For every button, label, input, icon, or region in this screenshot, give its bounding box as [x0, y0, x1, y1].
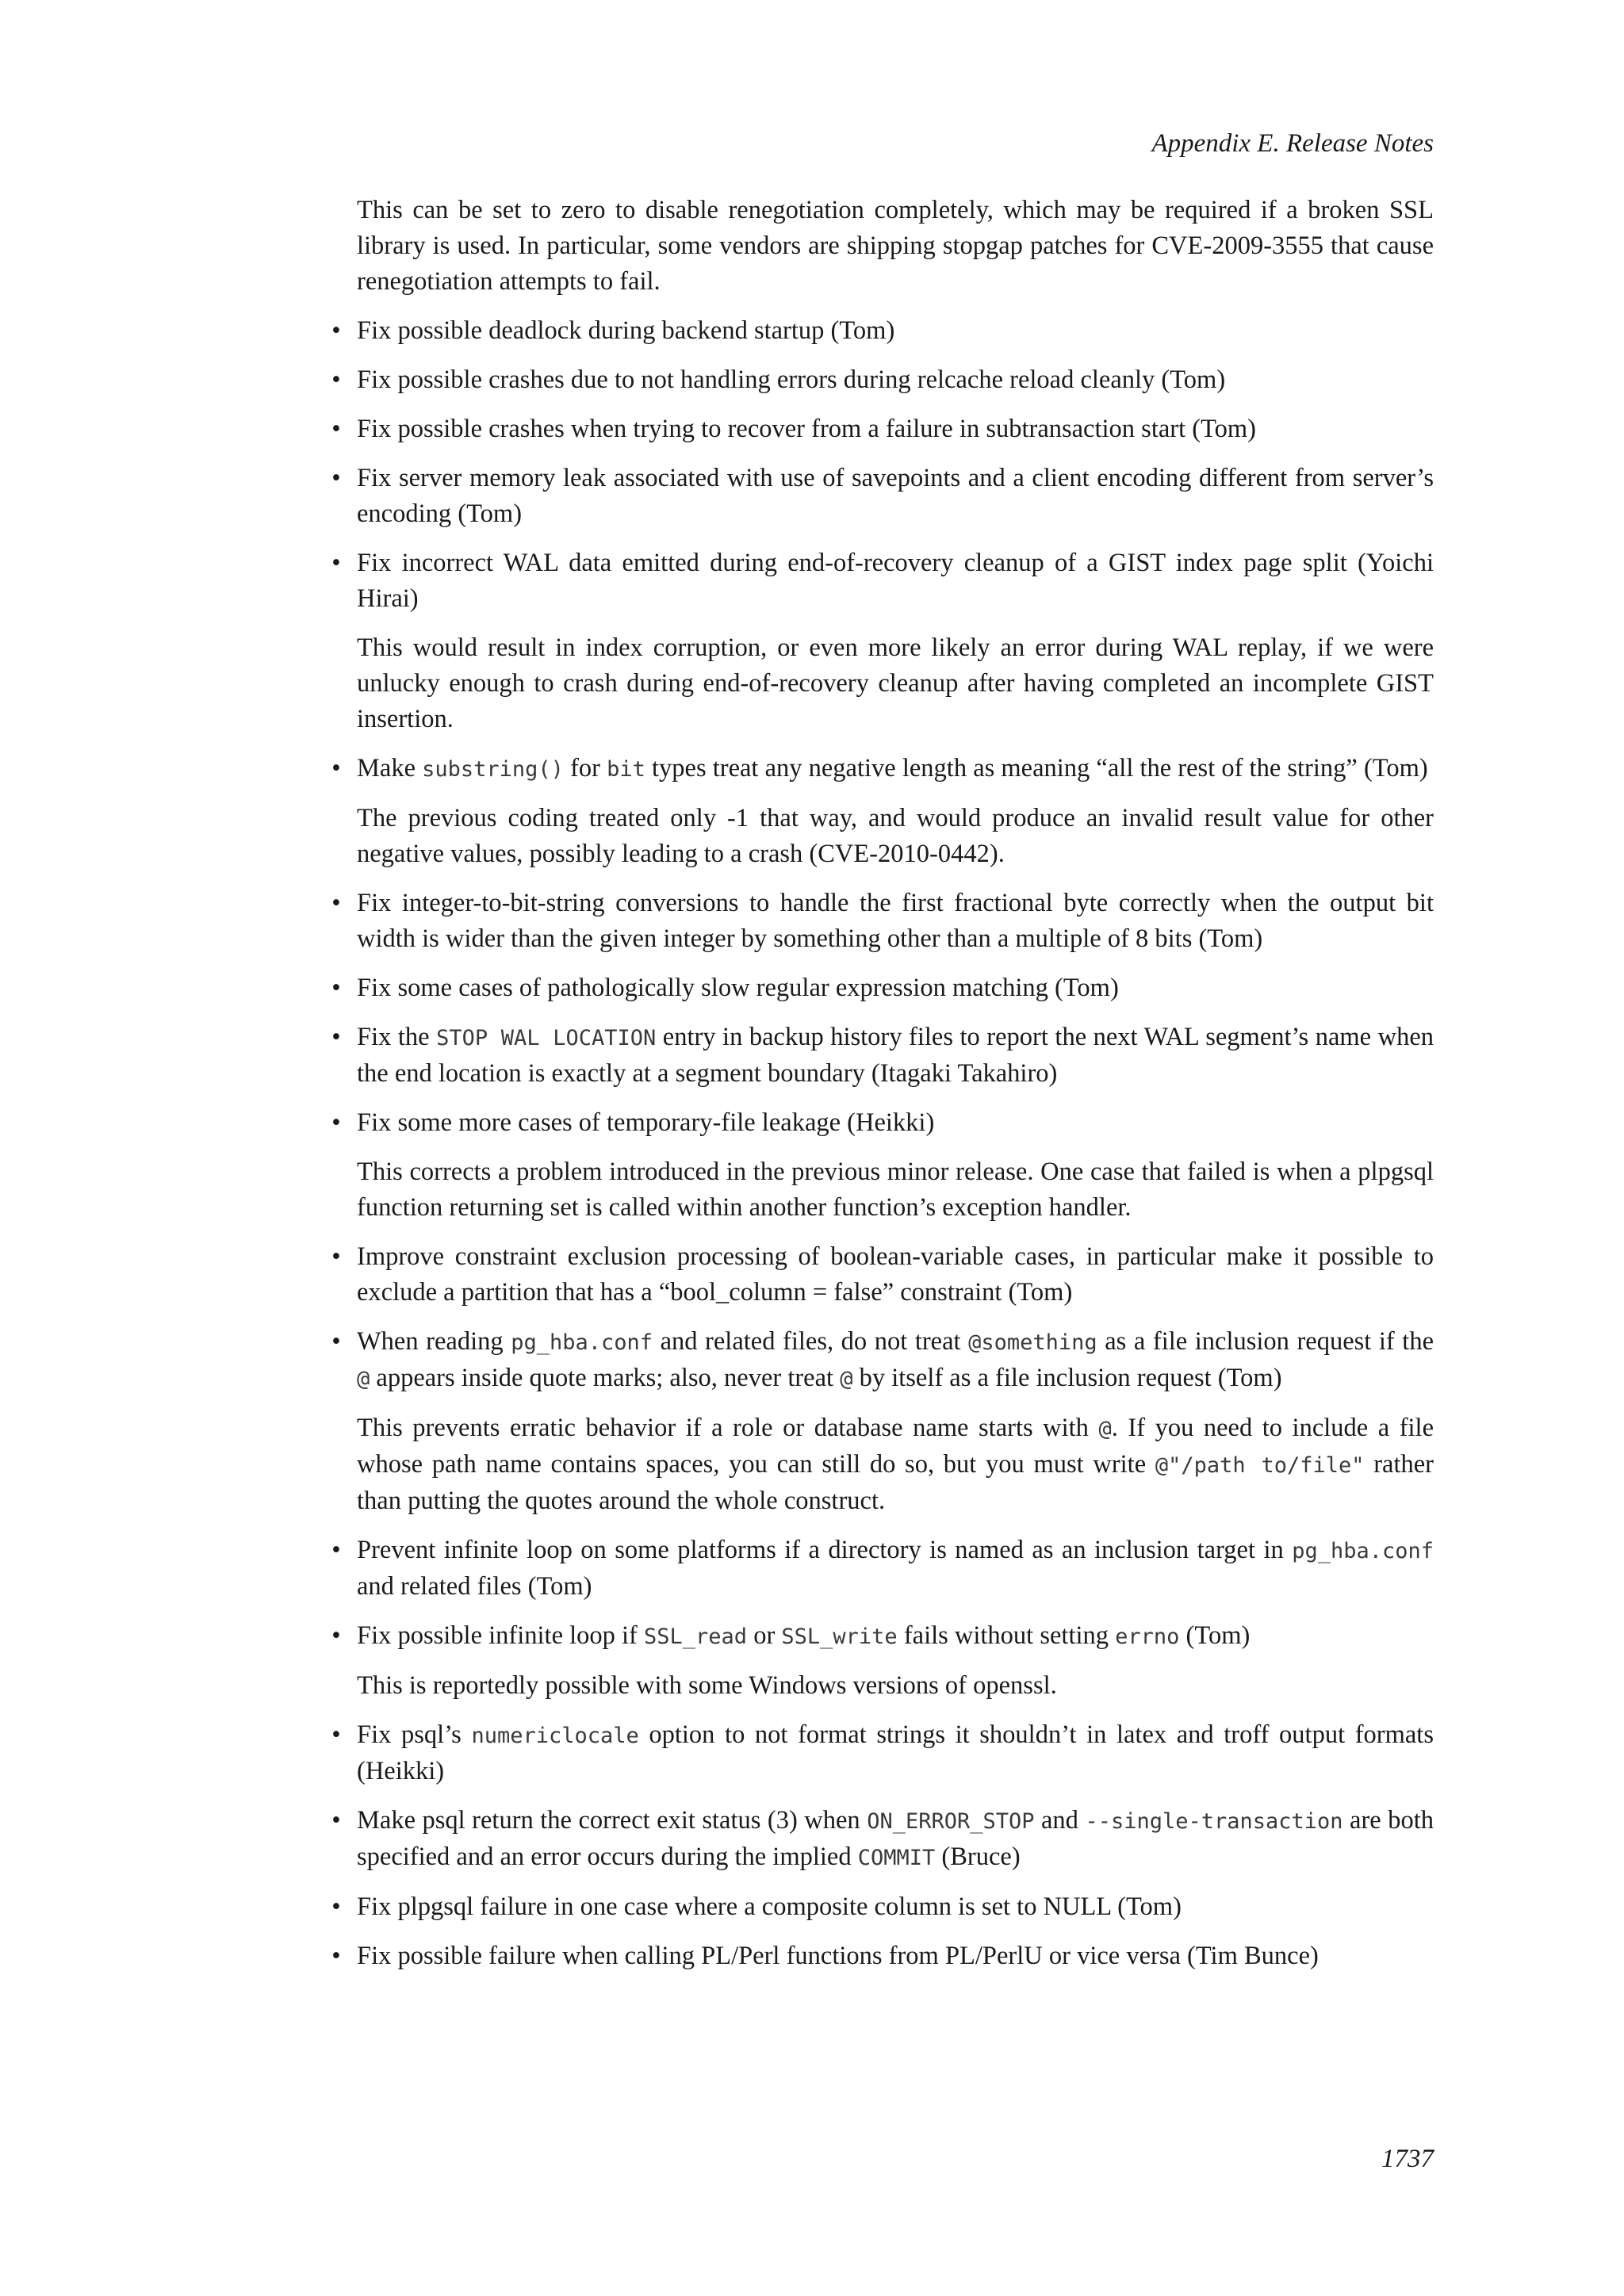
list-item — [331, 1938, 1434, 1974]
list-item — [331, 362, 1434, 398]
list-item — [331, 1803, 1434, 1876]
item-text: Fix plpgsql failure in one case where a composite column is set to NULL (Tom) — [357, 1892, 1182, 1921]
bullet: • — [331, 415, 341, 443]
code-pg-hba-conf: pg_hba.conf — [511, 1330, 653, 1355]
code-numericlocale: numericlocale — [471, 1724, 639, 1748]
page-number: 1737 — [1381, 2145, 1434, 2173]
item-text: Fix possible failure when calling PL/Perl functions from PL/PerlU or vice versa (Tim Bunce) — [357, 1942, 1319, 1970]
item-text: Fix possible deadlock during backend startup (Tom) — [357, 316, 895, 345]
bullet: • — [331, 1942, 341, 1970]
item-note: This is reportedly possible with some Windows versions of openssl. — [357, 1671, 1057, 1700]
bullet: • — [331, 549, 341, 577]
item-text: Fix psql’s numericlocale option to not format strings it shouldn’t in latex and troff output formats (Heikki) — [357, 1720, 1434, 1785]
list-item — [331, 1717, 1434, 1789]
item-text: Make substring() for bit types treat any negative length as meaning “all the rest of the string” (Tom) — [357, 754, 1428, 783]
bullet: • — [331, 754, 341, 783]
item-text: Fix possible infinite loop if SSL_read or SSL_write fails without setting errno (Tom) — [357, 1621, 1251, 1650]
list-item — [331, 1239, 1434, 1311]
list-item — [331, 411, 1434, 447]
bullet: • — [331, 365, 341, 394]
code-substring: substring() — [422, 757, 564, 782]
code-single-transaction: --single-transaction — [1085, 1809, 1343, 1834]
item-text: When reading pg_hba.conf and related files, do not treat @something as a file inclusion request if the @ appears inside quote marks; also, never treat @ by itself as a file inclusion request (Tom) — [357, 1327, 1434, 1392]
item-text: Fix incorrect WAL data emitted during end-of-recovery cleanup of a GIST index page split (Yoichi Hirai) — [357, 549, 1434, 613]
bullet: • — [331, 316, 341, 345]
item-text: Improve constraint exclusion processing of boolean-variable cases, in particular make it possible to exclude a partition that has a “bool_column = false” constraint (Tom) — [357, 1242, 1434, 1307]
list-item — [331, 1533, 1434, 1605]
bullet: • — [331, 1327, 341, 1356]
list-item — [331, 751, 1434, 872]
code-ssl-write: SSL_write — [781, 1624, 898, 1649]
item-text: Fix the STOP WAL LOCATION entry in backup history files to report the next WAL segment’s name when the end location is exactly at a segment boundary (Itagaki Takahiro) — [357, 1023, 1434, 1088]
list-item — [331, 461, 1434, 532]
running-header: Appendix E. Release Notes — [1151, 129, 1434, 158]
list-item — [331, 1889, 1434, 1925]
item-note: This prevents erratic behavior if a role or database name starts with @. If you need to include a file whose path name contains spaces, you can still do so, but you must write @"/path to/file" rather than putting the quotes around the whole construct. — [357, 1414, 1434, 1515]
bullet: • — [331, 974, 341, 1002]
item-text: Fix possible crashes due to not handling errors during relcache reload cleanly (Tom) — [357, 365, 1226, 394]
list-item — [331, 1618, 1434, 1704]
item-text: Fix integer-to-bit-string conversions to handle the first fractional byte correctly when the output bit width is wider than the given integer by something other than a multiple of 8 bits (Tom) — [357, 889, 1434, 953]
code-pg-hba-conf: pg_hba.conf — [1292, 1539, 1434, 1563]
bullet: • — [331, 1242, 341, 1271]
bullet: • — [331, 1023, 341, 1051]
bullet: • — [331, 1806, 341, 1835]
list-item — [331, 1324, 1434, 1519]
item-text: Fix possible crashes when trying to recover from a failure in subtransaction start (Tom) — [357, 415, 1257, 443]
list-item — [331, 886, 1434, 957]
code-at: @ — [357, 1367, 370, 1391]
code-on-error-stop: ON_ERROR_STOP — [867, 1809, 1035, 1834]
list-item — [331, 1020, 1434, 1092]
code-ssl-read: SSL_read — [644, 1624, 748, 1649]
item-text: Prevent infinite loop on some platforms if a directory is named as an inclusion target in pg_hba.conf and related files (Tom) — [357, 1536, 1434, 1601]
list-item — [331, 313, 1434, 349]
item-text: Fix some cases of pathologically slow regular expression matching (Tom) — [357, 974, 1119, 1002]
release-notes-body — [331, 193, 1434, 1988]
code-path-example: @"/path to/file" — [1155, 1453, 1365, 1478]
bullet: • — [331, 889, 341, 917]
bullet: • — [331, 464, 341, 492]
list-item — [331, 545, 1434, 737]
bullet: • — [331, 1720, 341, 1749]
item-text: Make psql return the correct exit status (3) when ON_ERROR_STOP and --single-transaction are both specified and an error occurs during the implied COMMIT (Bruce) — [357, 1806, 1434, 1871]
list-item — [331, 1105, 1434, 1226]
code-bit: bit — [607, 757, 645, 782]
code-at-something: @something — [968, 1330, 1097, 1355]
intro-paragraph: This can be set to zero to disable renegotiation completely, which may be required if a broken SSL library is used. In particular, some vendors are shipping stopgap patches for CVE-2009-3555 that cause renegotiation attempts to fail. — [357, 196, 1434, 296]
code-at: @ — [1098, 1417, 1112, 1441]
item-text: Fix some more cases of temporary-file leakage (Heikki) — [357, 1108, 935, 1137]
code-at: @ — [840, 1367, 853, 1391]
code-stop-wal-location: STOP WAL LOCATION — [436, 1026, 657, 1050]
list-item — [331, 970, 1434, 1006]
bullet: • — [331, 1536, 341, 1564]
bullet: • — [331, 1108, 341, 1137]
bullet: • — [331, 1892, 341, 1921]
code-errno: errno — [1115, 1624, 1180, 1649]
code-commit: COMMIT — [857, 1846, 936, 1870]
item-note: The previous coding treated only -1 that way, and would produce an invalid result value for other negative values, possibly leading to a crash (CVE-2010-0442). — [357, 804, 1434, 868]
item-note: This corrects a problem introduced in the previous minor release. One case that failed is when a plpgsql function returning set is called within another function’s exception handler. — [357, 1158, 1434, 1222]
item-text: Fix server memory leak associated with use of savepoints and a client encoding different from server’s encoding (Tom) — [357, 464, 1434, 528]
item-note: This would result in index corruption, or even more likely an error during WAL replay, if we were unlucky enough to crash during end-of-recovery cleanup after having completed an incomplete GIST insertion. — [357, 633, 1434, 733]
bullet: • — [331, 1621, 341, 1650]
